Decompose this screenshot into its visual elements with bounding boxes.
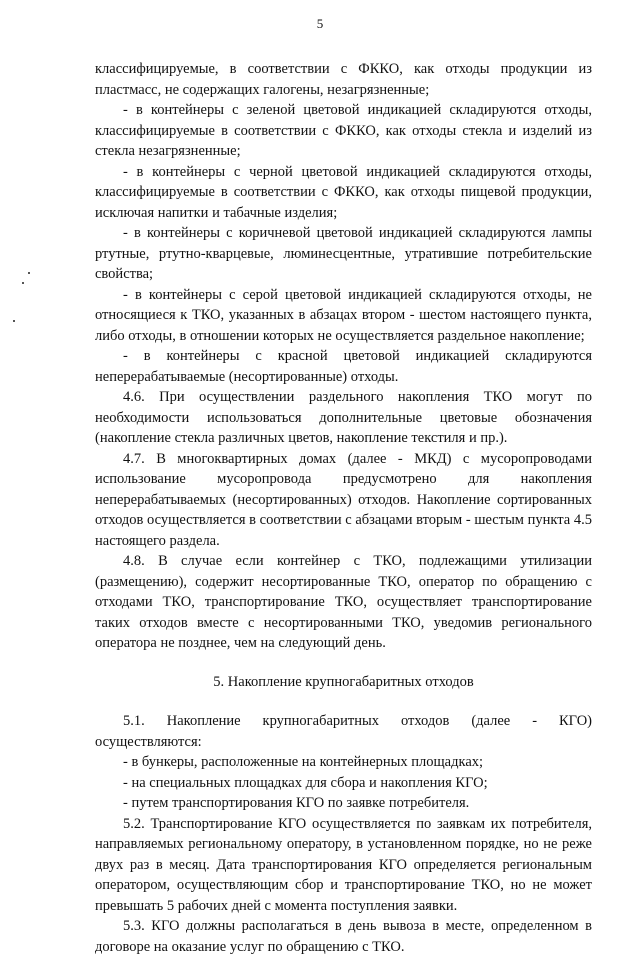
list-item: - путем транспортирования КГО по заявке потребителя. [123, 795, 470, 811]
paragraph-5-2: 5.2. Транспортирование КГО осуществляется по заявкам их потребителя, направляемых региональному оператору, в установленном порядке, но не реже двух раз в месяц. Дата транспортирования КГО определяется региональным оператором, осуществляющим сбор и транспортирование ТКО, но не может превышать 5 рабочих дней с момента поступления заявки. [95, 815, 592, 914]
page-number: 5 [316, 16, 324, 31]
paragraph-5-1: 5.1. Накопление крупногабаритных отходов (далее - КГО) осуществляются: [95, 713, 592, 750]
list-item: - в контейнеры с коричневой цветовой индикацией складируются лампы ртутные, ртутно-кварцевые, люминесцентные, утратившие потребительские свойства; [95, 225, 592, 282]
paragraph-5-3: 5.3. КГО должны располагаться в день вывоза в месте, определенном в договоре на оказание услуг по обращению с ТКО. [95, 918, 592, 955]
list-item: - в контейнеры с зеленой цветовой индикацией складируются отходы, классифицируемые в соответствии с ФККО, как отходы стекла и изделий из стекла незагрязненные; [95, 102, 592, 159]
list-item: - в контейнеры с черной цветовой индикацией складируются отходы, классифицируемые в соответствии с ФККО, как отходы пищевой продукции, исключая напитки и табачные изделия; [95, 163, 592, 221]
scan-mark [28, 272, 30, 274]
list-item: - на специальных площадках для сбора и накопления КГО; [123, 774, 488, 791]
paragraph-4-6: 4.6. При осуществлении раздельного накопления ТКО могут по необходимости использоваться дополнительные цветовые обозначения (накопление стекла различных цветов, накопление текстиля и пр.). [95, 389, 592, 446]
paragraph: классифицируемые, в соответствии с ФККО, как отходы продукции из пластмасс, не содержащих галогены, незагрязненные; [95, 61, 592, 98]
list-item: - в бункеры, расположенные на контейнерных площадках; [123, 754, 484, 770]
paragraph-4-7: 4.7. В многоквартирных домах (далее - МКД) с мусоропроводами использование мусоропровода предусмотрено для накопления неперерабатываемых (несортированных) отходов. Накопление сортированных отходов осуществляется в соответствии с абзацами вторым - шестым пункта 4.5 настоящего раздела. [95, 450, 592, 549]
list-item: - в контейнеры с красной цветовой индикацией складируются неперерабатываемые (несортированные) отходы. [95, 348, 592, 385]
scan-mark [22, 282, 24, 284]
scan-mark [13, 320, 15, 322]
paragraph-4-8: 4.8. В случае если контейнер с ТКО, подлежащими утилизации (размещению), содержит несортированные ТКО, оператор по обращению с отходами ТКО, транспортирование ТКО, осуществляет транспортирование таких отходов вместе с несортированными ТКО, уведомив регионального оператора не позднее, чем на следующий день. [95, 553, 592, 651]
section-heading: 5. Накопление крупногабаритных отходов [213, 673, 474, 690]
list-item: - в контейнеры с серой цветовой индикацией складируются отходы, не относящиеся к ТКО, указанных в абзацах втором - шестом настоящего пункта, либо отходы, в отношении которых не осуществляется раздельное накопление; [95, 286, 592, 344]
document-body [95, 59, 592, 957]
